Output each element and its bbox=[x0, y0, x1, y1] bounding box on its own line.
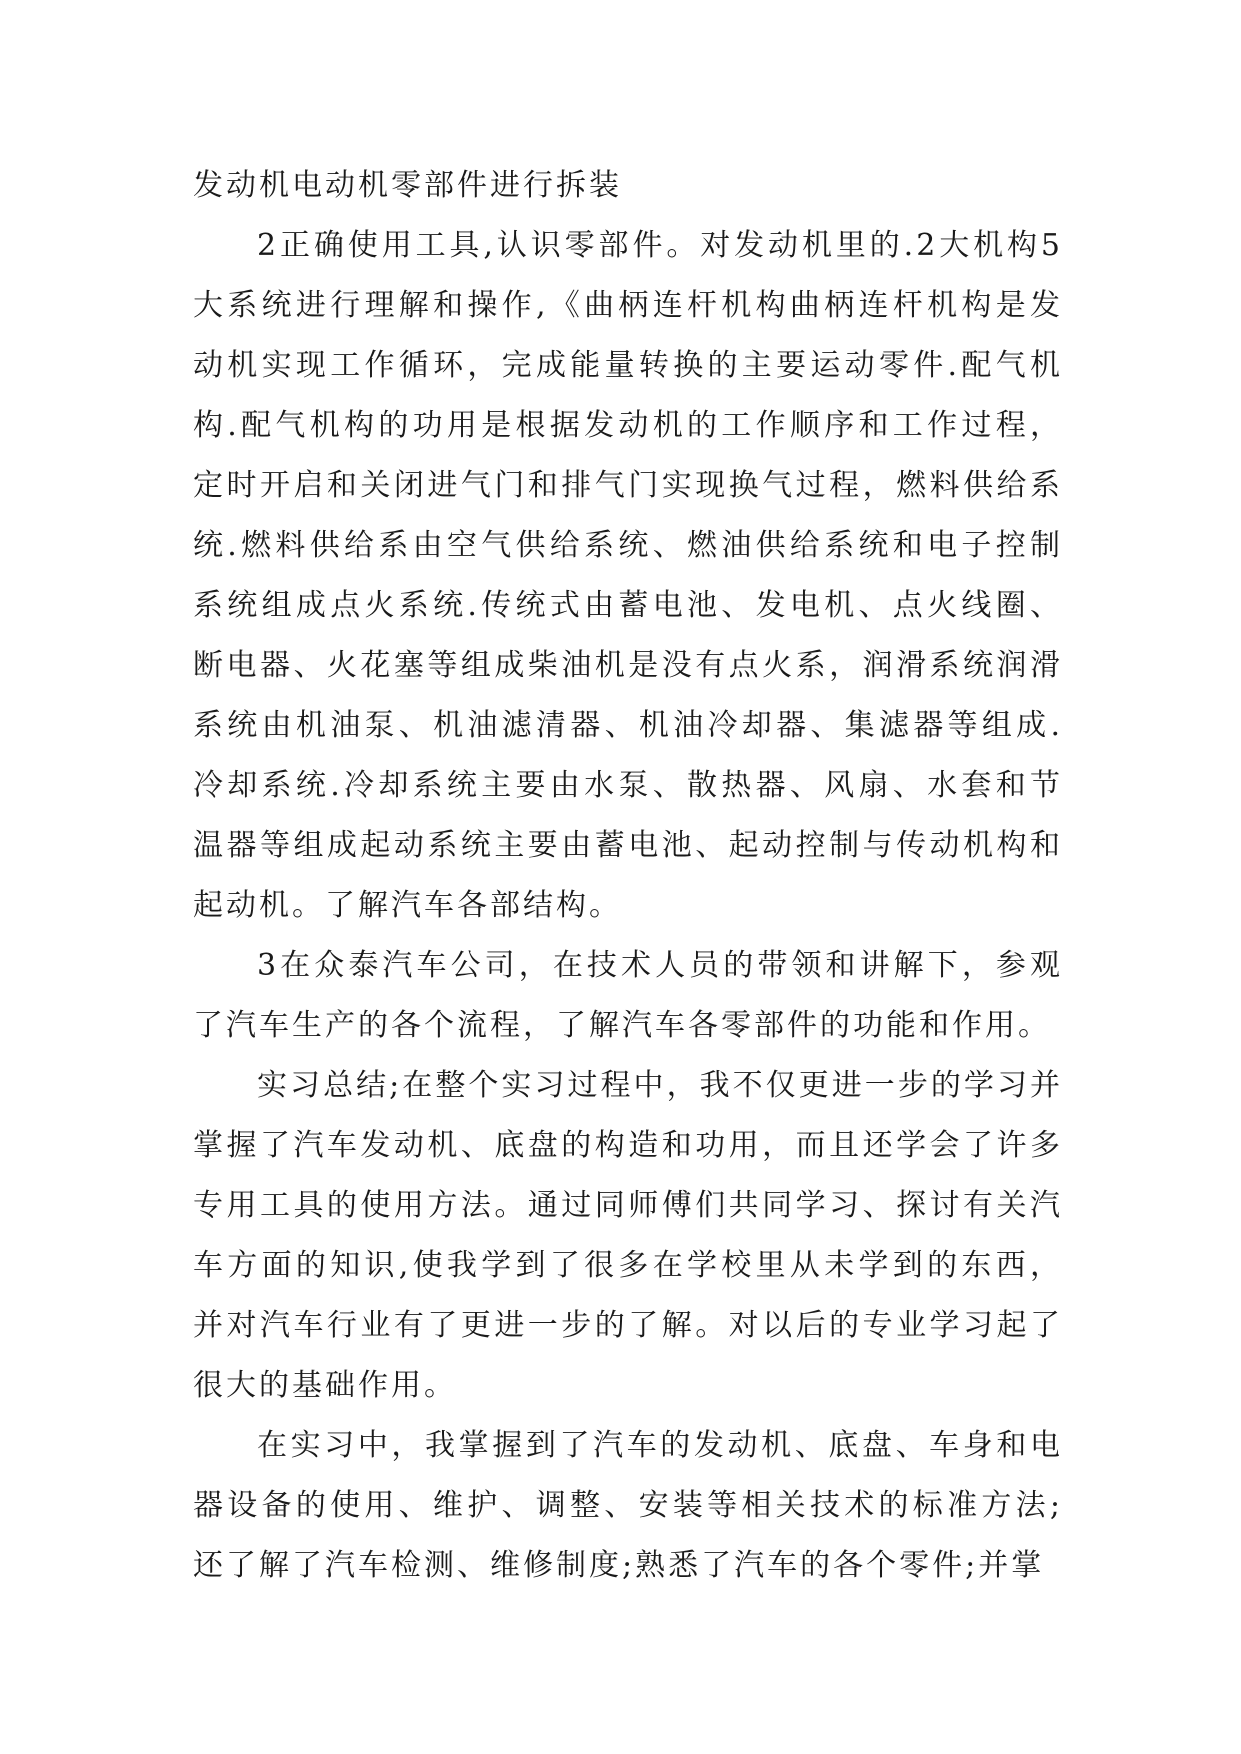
paragraph-4: 实习总结;在整个实习过程中，我不仅更进一步的学习并掌握了汽车发动机、底盘的构造和功用，而且还学会了许多专用工具的使用方法。通过同师傅们共同学习、探讨有关汽车方面的知识,使我学到了很多在学校里从未学到的东西，并对汽车行业有了更进一步的了解。对以后的专业学习起了很大的基础作用。 bbox=[193, 1068, 1063, 1403]
paragraph-2: 2正确使用工具,认识零部件。对发动机里的.2大机构5大系统进行理解和操作,《曲柄连杆机构曲柄连杆机构是发动机实现工作循环，完成能量转换的主要运动零件.配气机构.配气机构的功用是根据发动机的工作顺序和工作过程，定时开启和关闭进气门和排气门实现换气过程，燃料供给系统.燃料供给系由空气供给系统、燃油供给系统和电子控制系统组成点火系统.传统式由蓄电池、发电机、点火线圈、断电器、火花塞等组成柴油机是没有点火系，润滑系统润滑系统由机油泵、机油滤清器、机油冷却器、集滤器等组成.冷却系统.冷却系统主要由水泵、散热器、风扇、水套和节温器等组成起动系统主要由蓄电池、起动控制与传动机构和起动机。了解汽车各部结构。 bbox=[193, 228, 1063, 923]
paragraph-5: 在实习中，我掌握到了汽车的发动机、底盘、车身和电器设备的使用、维护、调整、安装等相关技术的标准方法;还了解了汽车检测、维修制度;熟悉了汽车的各个零件;并掌 bbox=[193, 1428, 1063, 1583]
document-body bbox=[193, 156, 1063, 1596]
paragraph-3: 3在众泰汽车公司，在技术人员的带领和讲解下，参观了汽车生产的各个流程，了解汽车各零部件的功能和作用。 bbox=[193, 948, 1063, 1043]
paragraph-1: 发动机电动机零部件进行拆装 bbox=[193, 168, 622, 203]
